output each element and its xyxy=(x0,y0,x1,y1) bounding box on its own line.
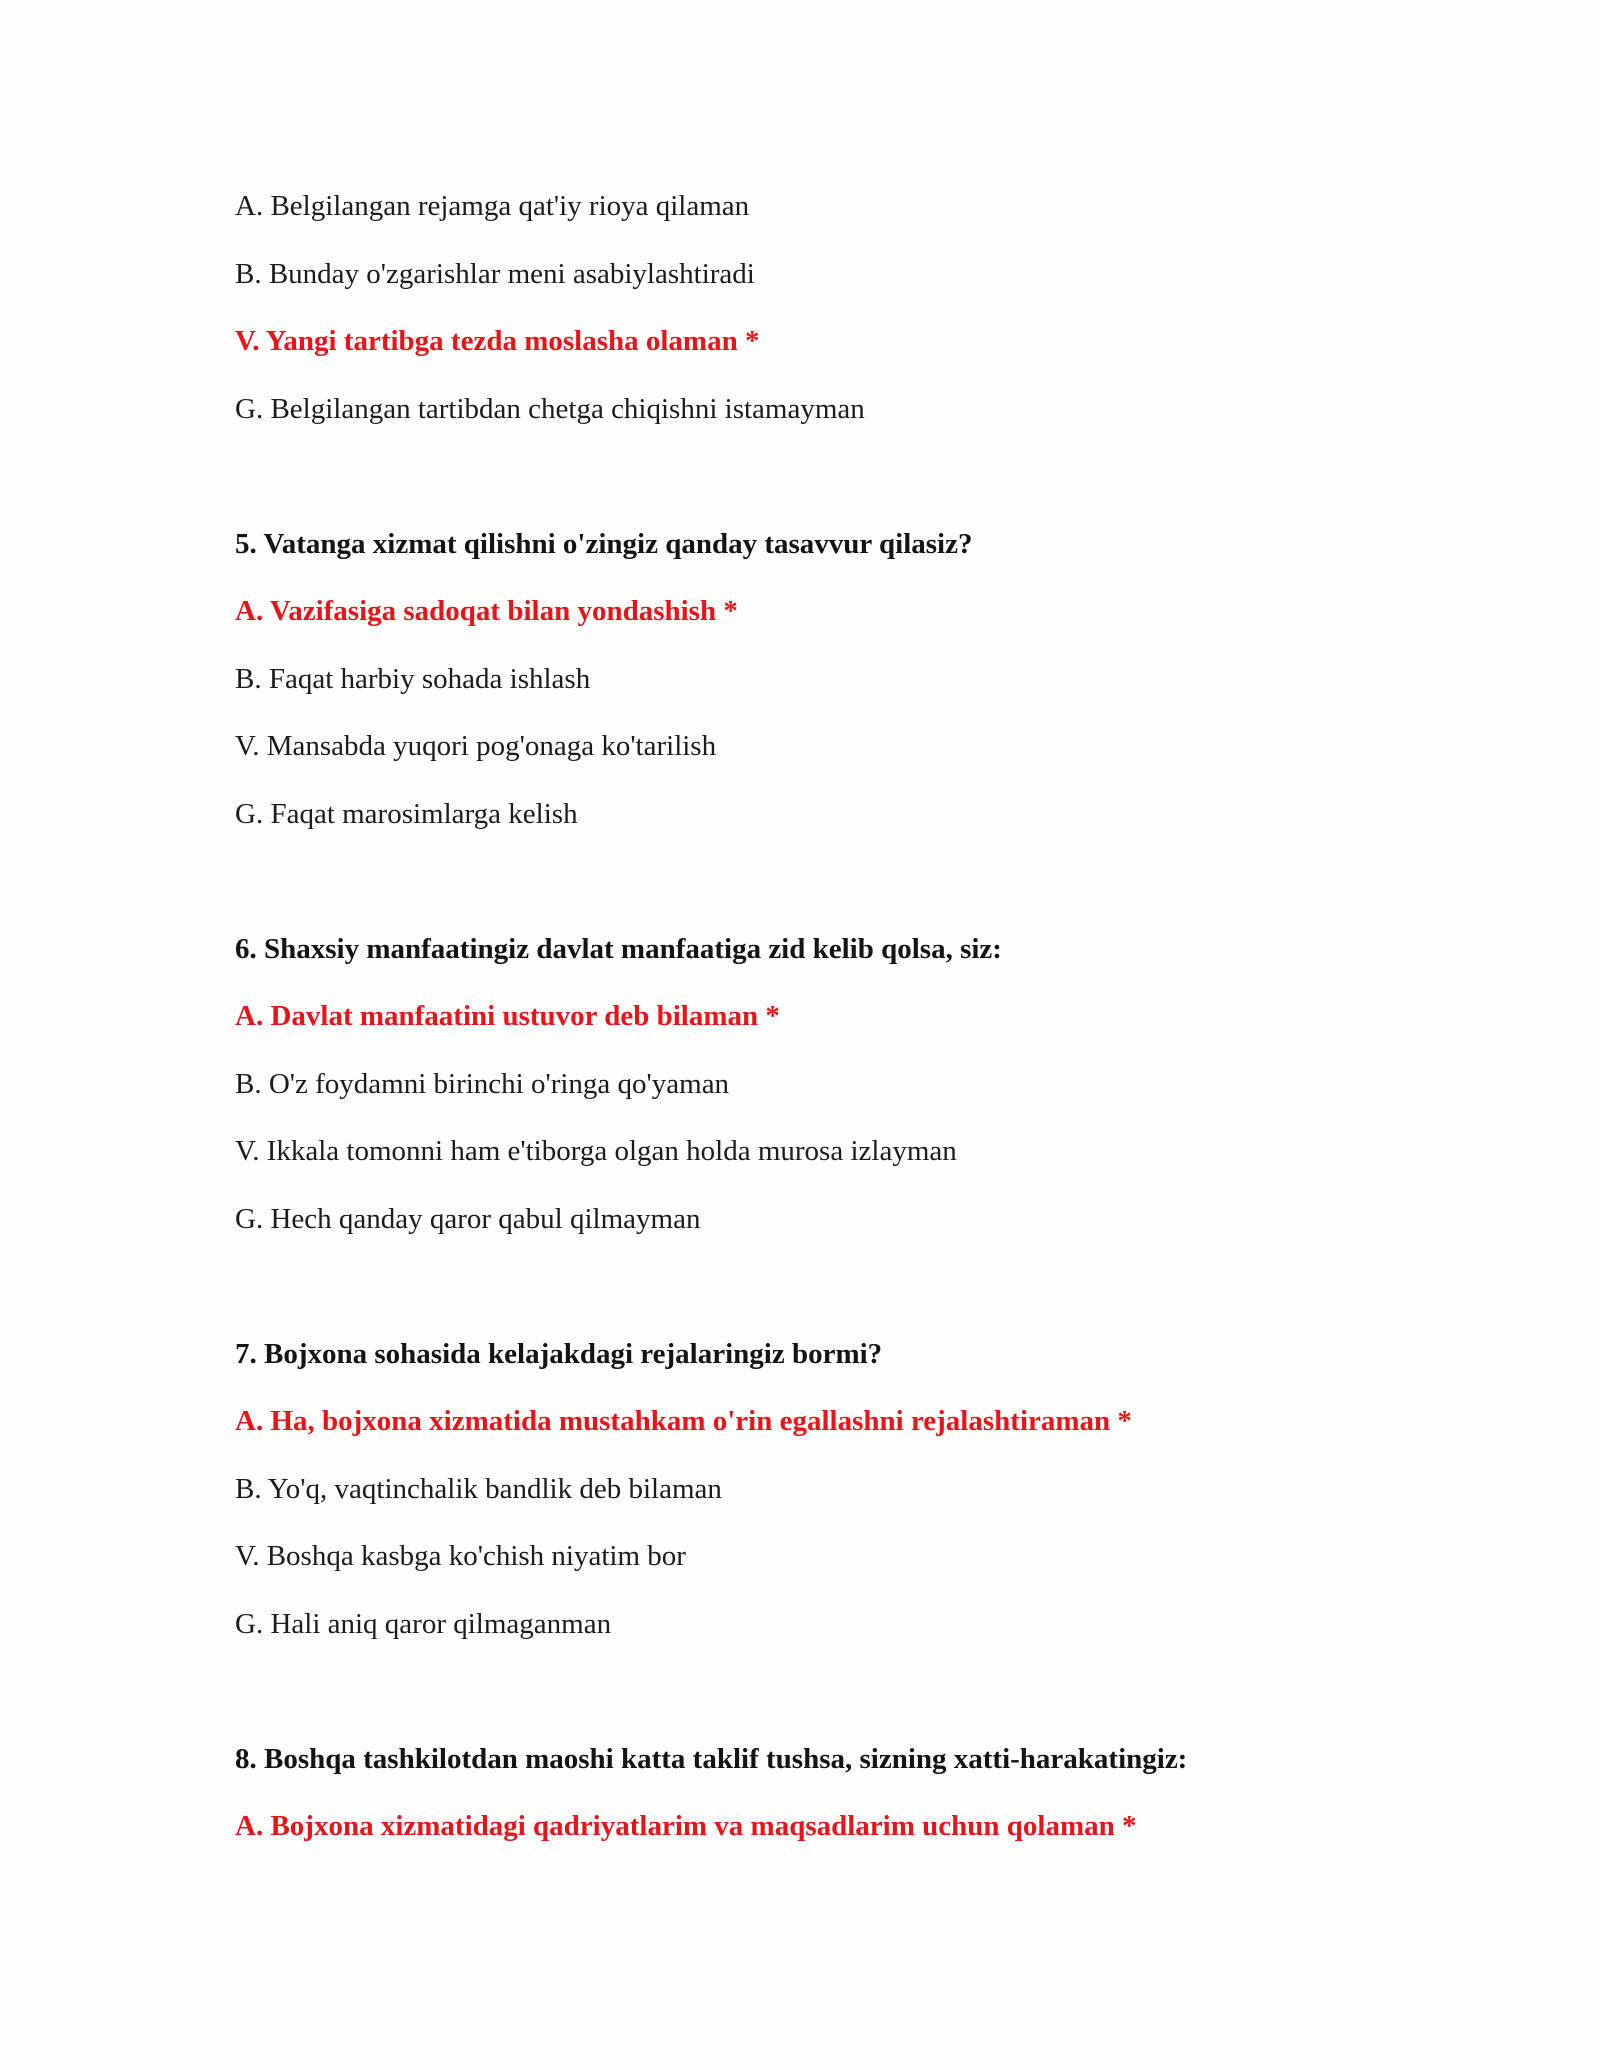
answer-option: B. Bunday o'zgarishlar meni asabiylashtiradi xyxy=(235,258,755,290)
question-heading: 6. Shaxsiy manfaatingiz davlat manfaatiga zid kelib qolsa, siz: xyxy=(235,933,1002,965)
answer-option: B. Faqat harbiy sohada ishlash xyxy=(235,663,591,695)
correct-answer-option: V. Yangi tartibga tezda moslasha olaman * xyxy=(235,325,760,357)
answer-option: V. Mansabda yuqori pog'onaga ko'tarilish xyxy=(235,730,717,762)
answer-option: B. Yo'q, vaqtinchalik bandlik deb bilaman xyxy=(235,1473,722,1505)
correct-answer-option: A. Bojxona xizmatidagi qadriyatlarim va maqsadlarim uchun qolaman * xyxy=(235,1810,1137,1842)
correct-answer-option: A. Davlat manfaatini ustuvor deb bilaman * xyxy=(235,1000,780,1032)
answer-option: G. Hech qanday qaror qabul qilmayman xyxy=(235,1203,701,1235)
question-heading: 8. Boshqa tashkilotdan maoshi katta taklif tushsa, sizning xatti-harakatingiz: xyxy=(235,1743,1188,1775)
correct-answer-option: A. Ha, bojxona xizmatida mustahkam o'rin egallashni rejalashtiraman * xyxy=(235,1405,1132,1437)
answer-option: G. Belgilangan tartibdan chetga chiqishni istamayman xyxy=(235,393,865,425)
answer-option: B. O'z foydamni birinchi o'ringa qo'yaman xyxy=(235,1068,730,1100)
correct-answer-option: A. Vazifasiga sadoqat bilan yondashish * xyxy=(235,595,738,627)
question-heading: 5. Vatanga xizmat qilishni o'zingiz qanday tasavvur qilasiz? xyxy=(235,528,973,560)
question-heading: 7. Bojxona sohasida kelajakdagi rejalaringiz bormi? xyxy=(235,1338,883,1370)
answer-option: G. Faqat marosimlarga kelish xyxy=(235,798,578,830)
answer-option: A. Belgilangan rejamga qat'iy rioya qilaman xyxy=(235,190,750,222)
answer-option: G. Hali aniq qaror qilmaganman xyxy=(235,1608,612,1640)
answer-option: V. Ikkala tomonni ham e'tiborga olgan holda murosa izlayman xyxy=(235,1135,957,1167)
answer-option: V. Boshqa kasbga ko'chish niyatim bor xyxy=(235,1540,686,1572)
